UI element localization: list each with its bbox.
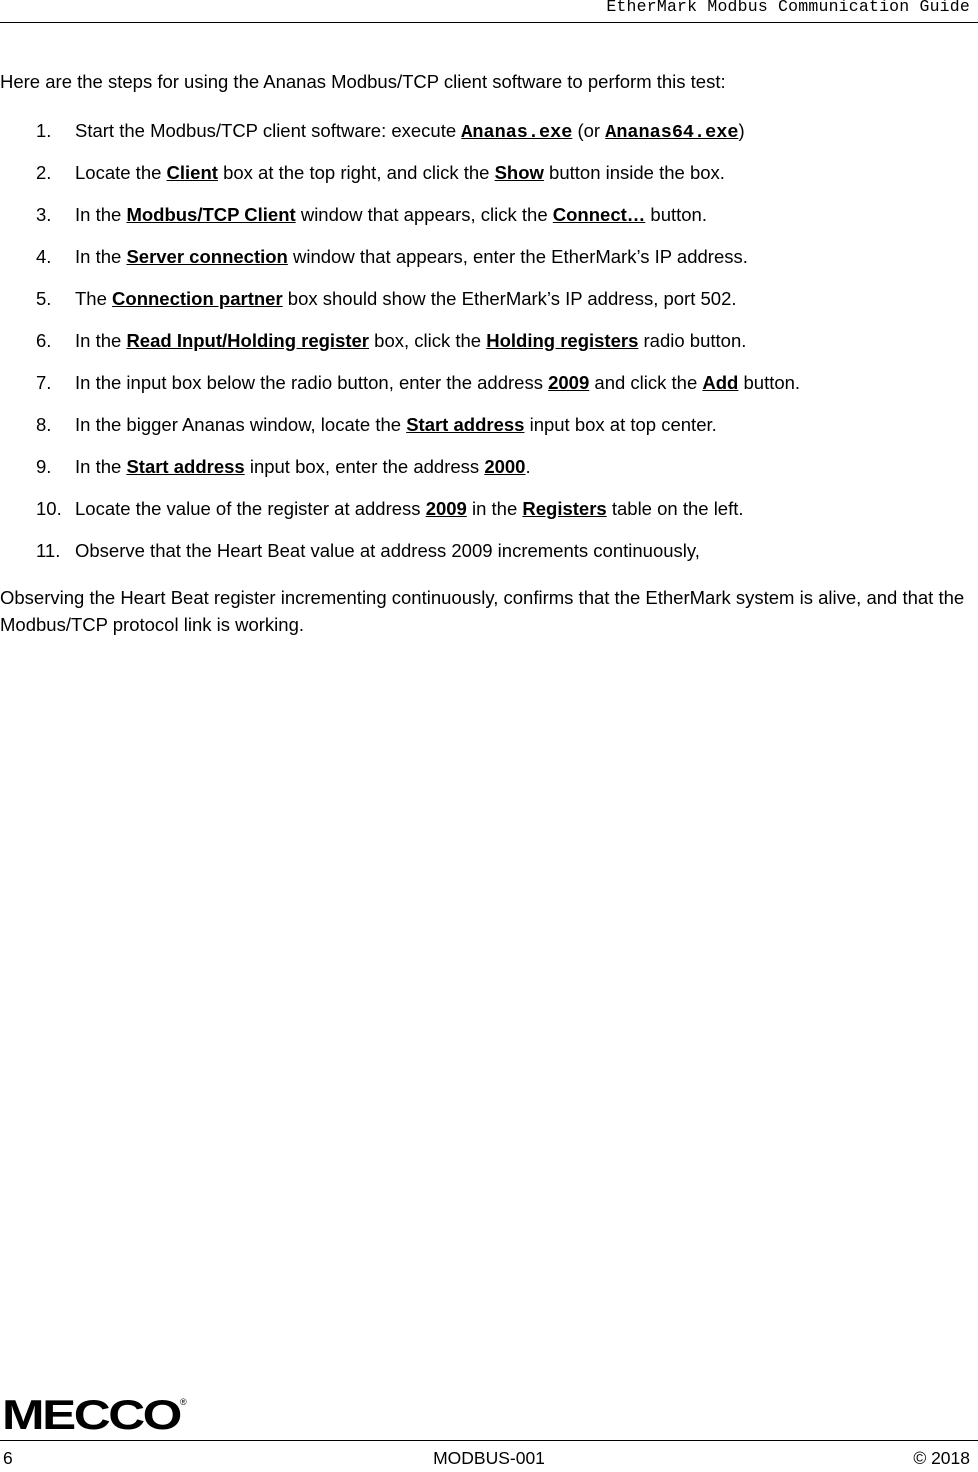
- step-text-segment: (or: [572, 120, 606, 141]
- step-emphasis: Start address: [406, 414, 525, 435]
- step-number: 5.: [36, 288, 52, 309]
- document-id: MODBUS-001: [433, 1448, 545, 1468]
- step-text-segment: Locate the: [75, 162, 167, 183]
- step-text-segment: In the: [75, 330, 127, 351]
- step-number: 11.: [36, 540, 61, 561]
- step-text-segment: radio button.: [638, 330, 747, 351]
- step-text-segment: button.: [738, 372, 801, 393]
- step-emphasis: Server connection: [126, 246, 288, 267]
- step-text-segment: In the: [75, 204, 127, 225]
- step-number: 3.: [36, 204, 52, 225]
- step-text: [75, 288, 737, 310]
- step-text-segment: Locate the value of the register at address: [75, 498, 426, 519]
- step-text: [75, 414, 717, 436]
- step-text-segment: button inside the box.: [543, 162, 725, 183]
- step-emphasis: Start address: [126, 456, 245, 477]
- step-text-segment: box should show the EtherMark’s IP address, port 502.: [282, 288, 737, 309]
- mecco-logo-graphic: [2, 1395, 192, 1435]
- step-text-segment: Start the Modbus/TCP client software: execute: [75, 120, 462, 141]
- step-emphasis: Client: [166, 162, 218, 183]
- page-footer: [0, 1448, 978, 1472]
- step-text-segment: table on the left.: [606, 498, 744, 519]
- step-number: 1.: [36, 120, 52, 141]
- step-text-segment: In the: [75, 246, 127, 267]
- logo-text: MECCO: [2, 1395, 181, 1435]
- intro-paragraph: Here are the steps for using the Ananas Modbus/TCP client software to perform this test:: [0, 71, 726, 92]
- step-text-segment: and click the: [589, 372, 703, 393]
- step-text-segment: Observe that the Heart Beat value at address 2009 increments continuously,: [75, 540, 700, 561]
- step-emphasis: 2009: [425, 498, 467, 519]
- step-emphasis: Show: [494, 162, 544, 183]
- step-text: [75, 330, 746, 352]
- step-emphasis: Read Input/Holding register: [126, 330, 370, 351]
- step-text-segment: The: [75, 288, 113, 309]
- step-text: [75, 162, 725, 184]
- step-text-segment: box, click the: [369, 330, 487, 351]
- step-text-segment: In the: [75, 456, 127, 477]
- step-number: 7.: [36, 372, 52, 393]
- registered-mark: ®: [180, 1397, 187, 1407]
- page-header: [0, 0, 978, 23]
- copyright-notice: © 2018: [913, 1448, 970, 1468]
- closing-paragraph: Observing the Heart Beat register incrementing continuously, confirms that the EtherMark system is alive, and that the Modbus/TCP protocol link is working.: [0, 587, 965, 635]
- step-text-segment: window that appears, click the: [295, 204, 553, 225]
- step-text-segment: ): [738, 120, 745, 141]
- step-emphasis: Ananas.exe: [461, 122, 573, 143]
- page-number: 6: [3, 1448, 13, 1468]
- step-text-segment: .: [525, 456, 531, 477]
- step-text: [75, 498, 744, 520]
- step-emphasis: Connection partner: [112, 288, 283, 309]
- step-emphasis: 2000: [484, 456, 526, 477]
- step-text-segment: input box at top center.: [524, 414, 717, 435]
- step-emphasis: Ananas64.exe: [605, 122, 739, 143]
- step-text-segment: In the bigger Ananas window, locate the: [75, 414, 407, 435]
- step-text: [75, 120, 745, 143]
- header-title: EtherMark Modbus Communication Guide: [606, 0, 970, 16]
- step-text-segment: input box, enter the address: [244, 456, 485, 477]
- step-number: 4.: [36, 246, 52, 267]
- step-text-segment: button.: [645, 204, 707, 225]
- step-text: [75, 456, 531, 478]
- step-emphasis: Holding registers: [486, 330, 639, 351]
- step-number: 8.: [36, 414, 52, 435]
- step-text: [75, 372, 800, 394]
- mecco-logo: [2, 1395, 192, 1440]
- step-text: [75, 246, 748, 268]
- step-emphasis: 2009: [548, 372, 590, 393]
- step-emphasis: Registers: [522, 498, 607, 519]
- step-number: 2.: [36, 162, 52, 183]
- step-text-segment: In the input box below the radio button, enter the address: [75, 372, 549, 393]
- footer-divider: [0, 1440, 978, 1441]
- step-emphasis: Connect…: [552, 204, 646, 225]
- step-number: 9.: [36, 456, 52, 477]
- step-emphasis: Modbus/TCP Client: [126, 204, 296, 225]
- step-text: [75, 204, 707, 226]
- step-text: [75, 540, 700, 562]
- step-text-segment: box at the top right, and click the: [217, 162, 495, 183]
- step-emphasis: Add: [702, 372, 739, 393]
- step-text-segment: window that appears, enter the EtherMark’s IP address.: [287, 246, 748, 267]
- step-number: 10.: [36, 498, 62, 519]
- step-number: 6.: [36, 330, 52, 351]
- step-text-segment: in the: [466, 498, 523, 519]
